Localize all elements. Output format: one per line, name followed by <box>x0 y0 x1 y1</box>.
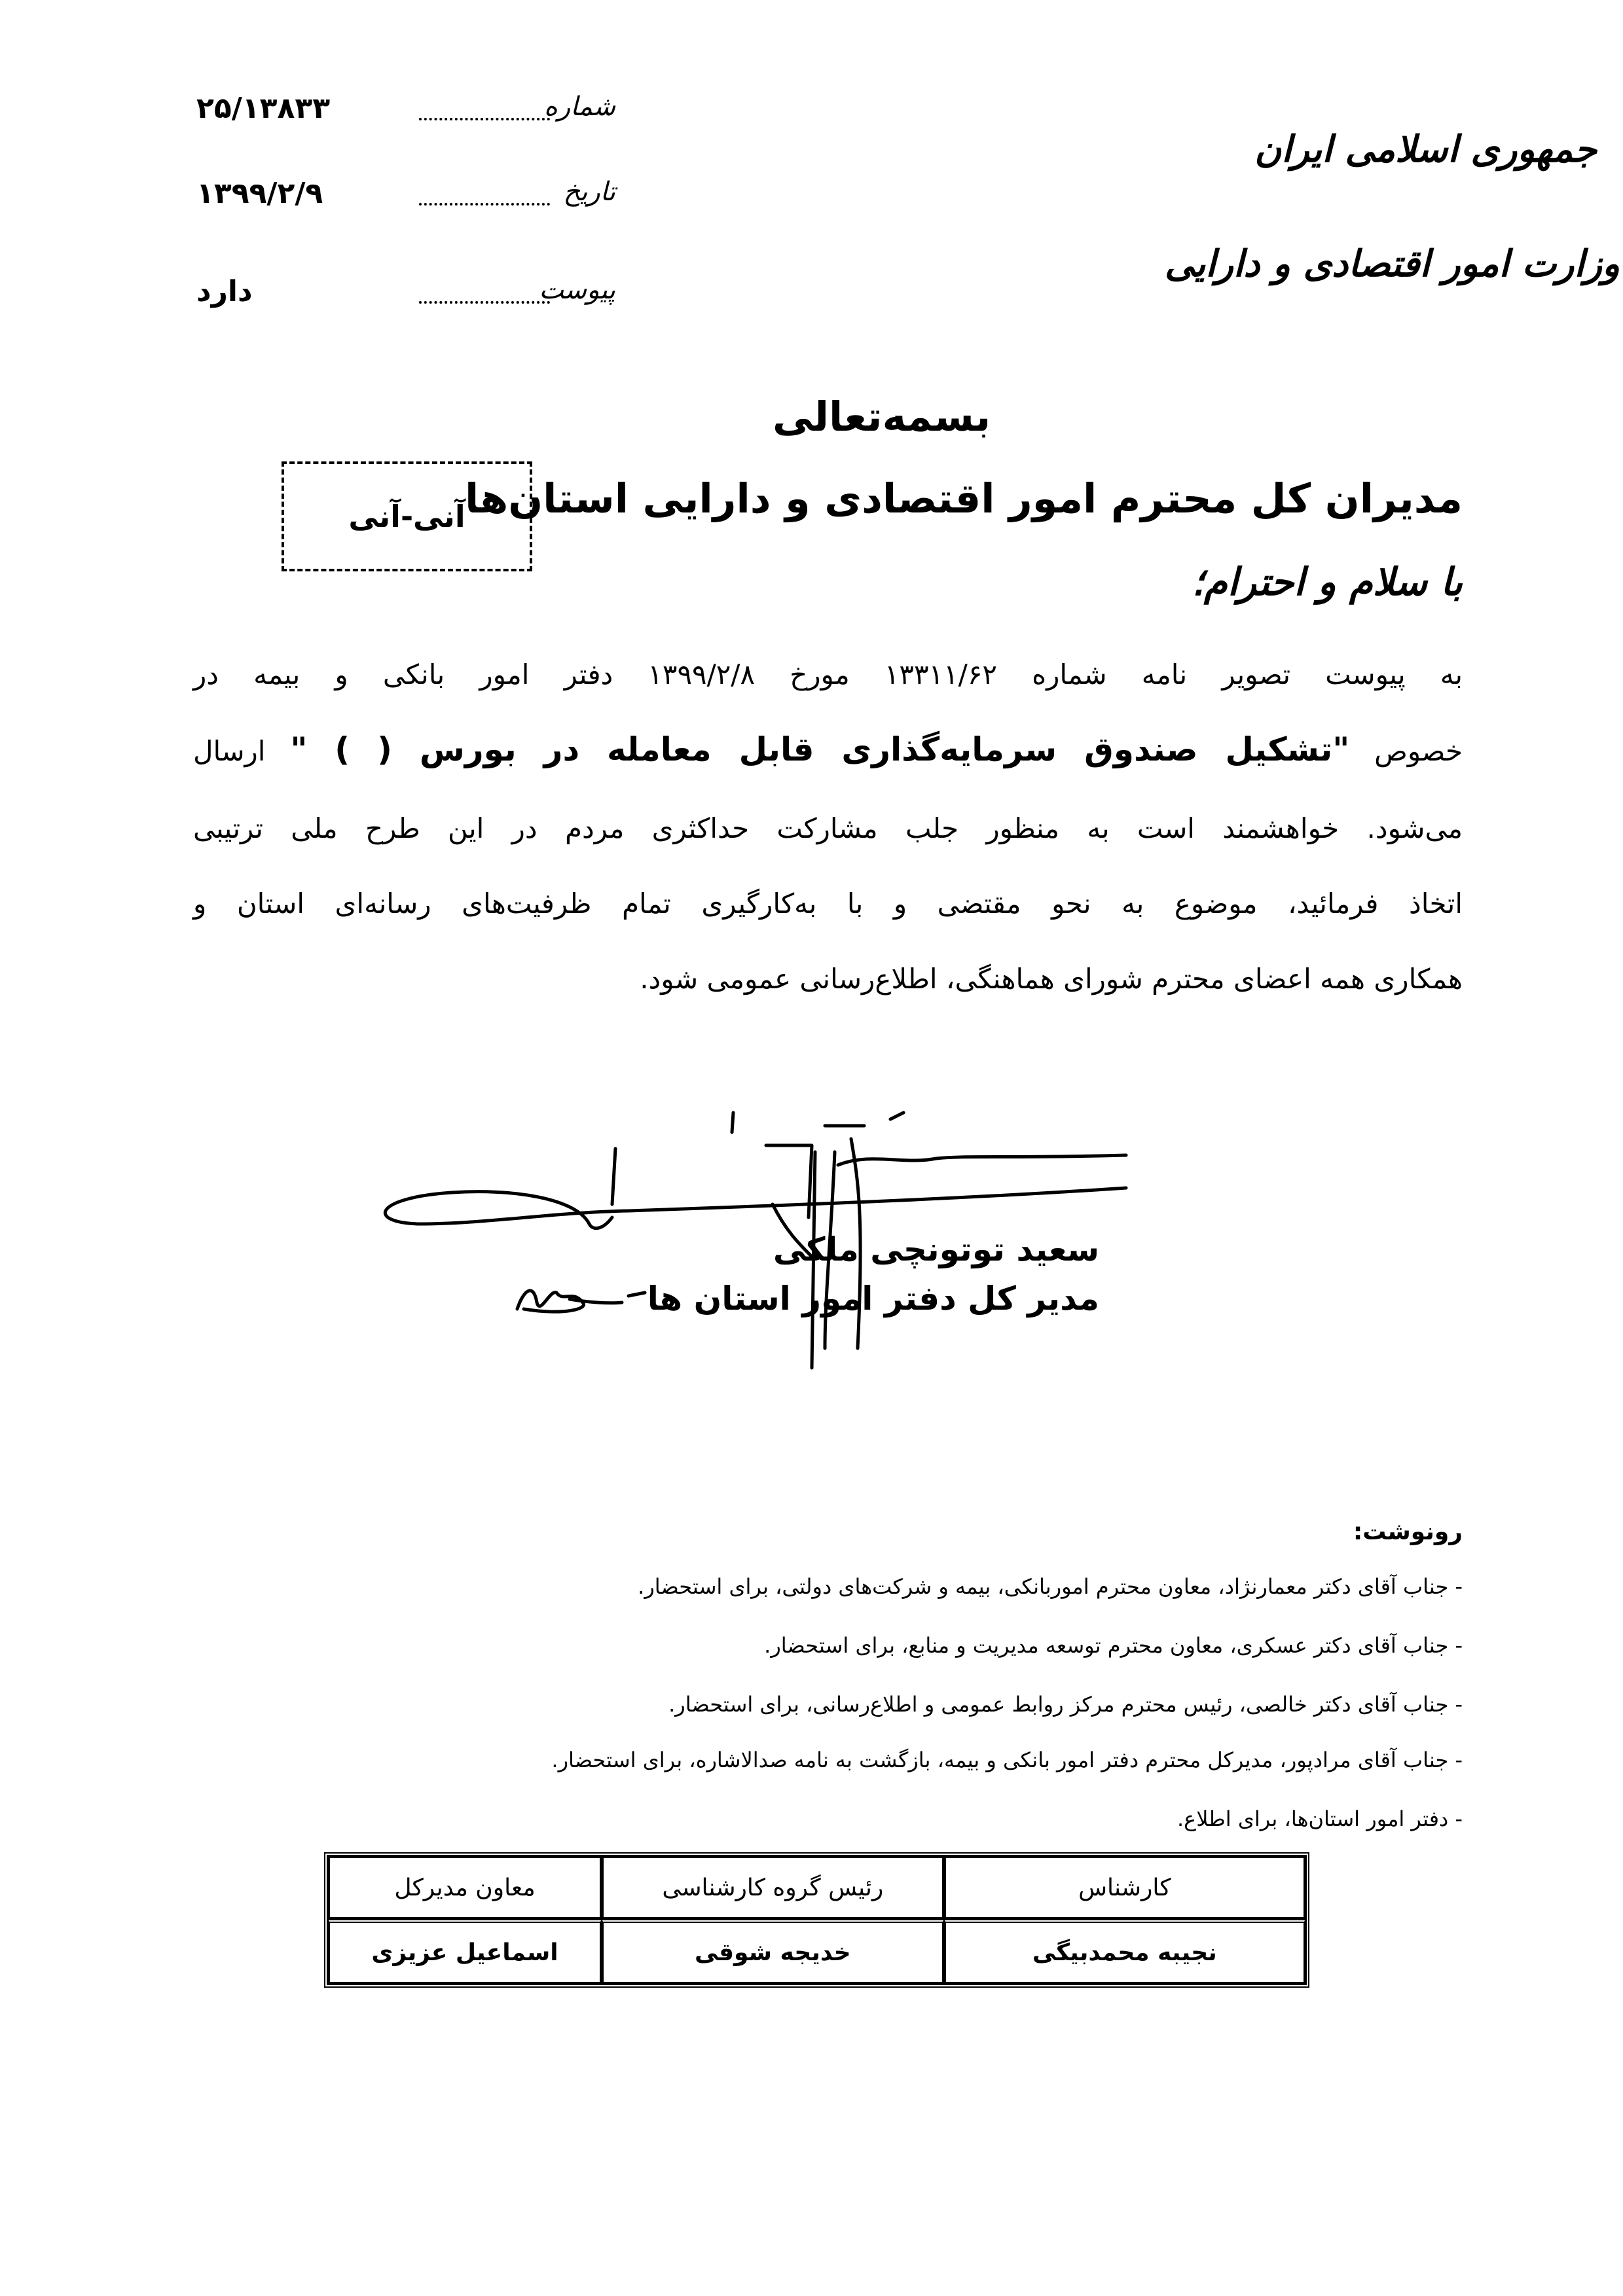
table-row <box>328 1919 1305 1984</box>
subject-prefix: خصوص <box>1374 735 1463 767</box>
name-deputy: اسماعیل عزیزی <box>328 1919 602 1984</box>
body-line-3: اتخاذ فرمائید، موضوع به نحو مقتضی و با به‌کارگیری تمام ظرفیت‌های رسانه‌ای استان و <box>193 888 1463 920</box>
letter-number: ۲۵/۱۳۸۳۳ <box>196 92 331 125</box>
cc-item: - جناب آقای مرادپور، مدیرکل محترم دفتر امور بانکی و بیمه، بازگشت به نامه صدالاشاره، برای استحضار. <box>551 1748 1463 1772</box>
header-deputy: معاون مدیرکل <box>328 1856 602 1919</box>
header-expert: کارشناس <box>944 1856 1305 1919</box>
approvals-table <box>324 1852 1309 1988</box>
attachment-label: پیوست <box>539 275 615 305</box>
number-label: شماره <box>543 92 615 122</box>
letter-date: ۱۳۹۹/۲/۹ <box>196 177 323 210</box>
signer-title: مدیر کل دفتر امور استان ها <box>647 1280 1099 1318</box>
org-line-1: جمهوری اسلامی ایران <box>1254 128 1597 171</box>
invocation: بسمه‌تعالی <box>773 393 991 440</box>
body-line-1: به پیوست تصویر نامه شماره ۱۳۳۱۱/۶۲ مورخ ۱۳۹۹/۲/۸ دفتر امور بانکی و بیمه در <box>193 658 1463 691</box>
org-line-2: وزارت امور اقتصادی و دارایی <box>1165 242 1620 285</box>
body-line-2: می‌شود. خواهشمند است به منظور جلب مشارکت حداکثری مردم در این طرح ملی ترتیبی <box>193 812 1463 844</box>
name-expert: نجیبه محمدبیگی <box>944 1919 1305 1984</box>
signer-name: سعید توتونچی ملکی <box>773 1230 1099 1268</box>
cc-item: - جناب آقای دکتر معمارنژاد، معاون محترم اموربانکی، بیمه و شرکت‌های دولتی، برای استحضار. <box>638 1574 1463 1599</box>
table-row <box>328 1856 1305 1919</box>
cc-item: - دفتر امور استان‌ها، برای اطلاع. <box>1176 1806 1463 1831</box>
header-group-head: رئیس گروه کارشناسی <box>602 1856 944 1919</box>
body-line-4: همکاری همه اعضای محترم شورای هماهنگی، اطلاع‌رسانی عمومی شود. <box>640 963 1463 995</box>
name-group-head: خدیجه شوقی <box>602 1919 944 1984</box>
priority-stamp: آنی-آنی <box>282 461 532 571</box>
date-label: تاریخ <box>563 177 615 207</box>
subject-suffix: ارسال <box>193 735 266 767</box>
salutation: با سلام و احترام؛ <box>1192 560 1463 604</box>
cc-item: - جناب آقای دکتر خالصی، رئیس محترم مرکز روابط عمومی و اطلاع‌رسانی، برای استحضار. <box>668 1692 1463 1717</box>
attachment-value: دارد <box>196 275 253 308</box>
cc-heading: رونوشت: <box>1353 1518 1463 1545</box>
cc-item: - جناب آقای دکتر عسکری، معاون محترم توسعه مدیریت و منابع، برای استحضار. <box>764 1633 1463 1658</box>
recipient: مدیران کل محترم امور اقتصادی و دارایی استان‌ها <box>464 475 1463 522</box>
subject-title: "تشکیل صندوق سرمایه‌گذاری قابل معامله در بورس ( ) " <box>290 730 1350 768</box>
